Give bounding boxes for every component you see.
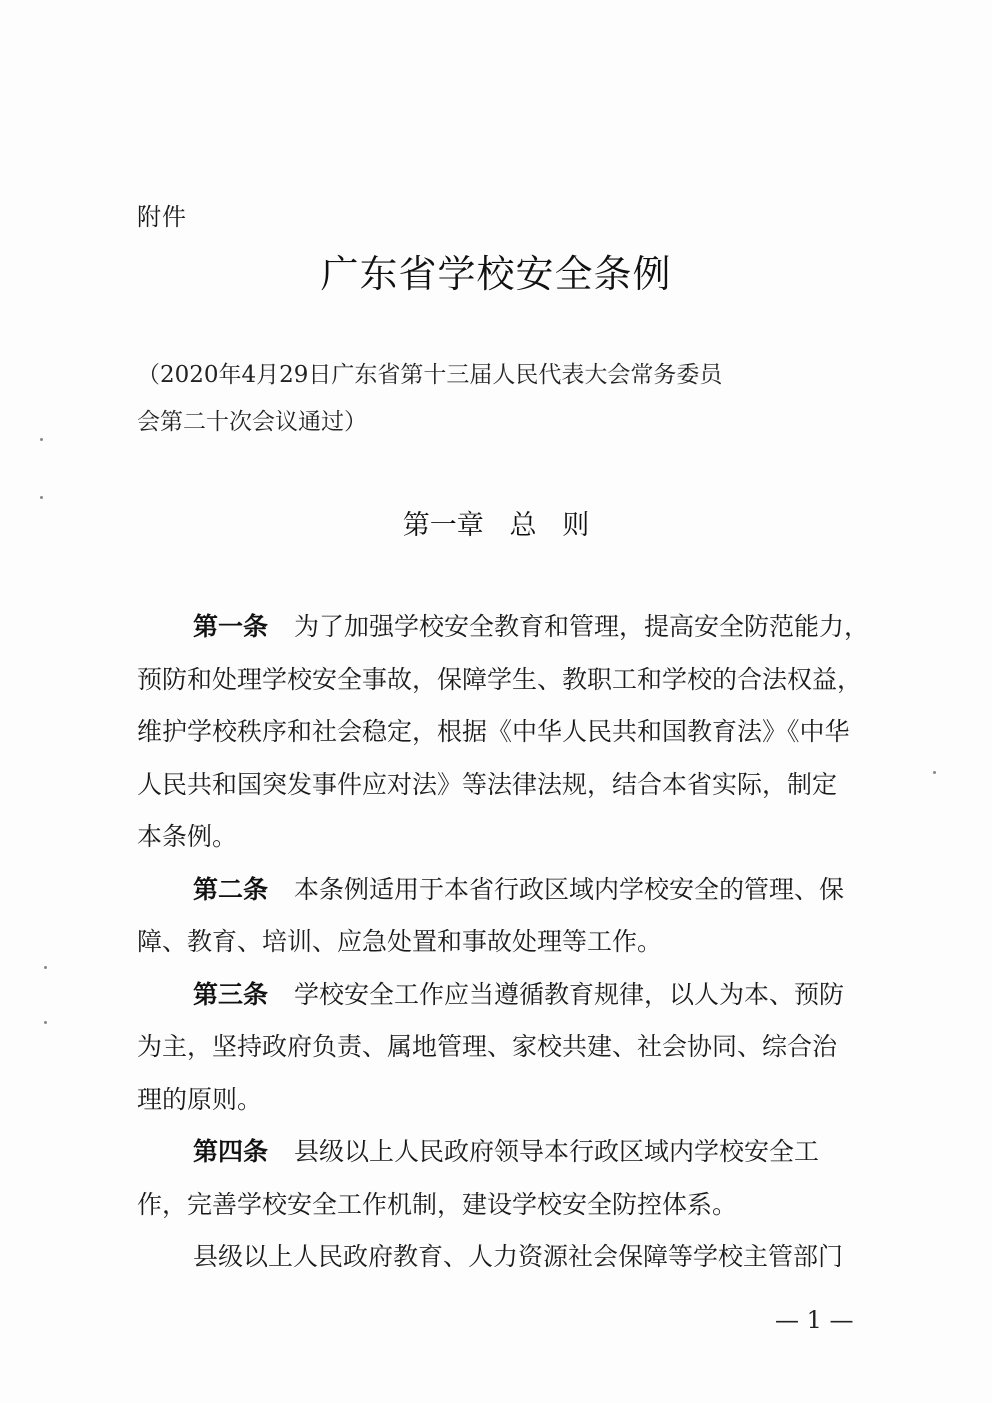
article-text: 学校安全工作应当遵循教育规律，以人为本、预防 [294,979,845,1009]
attachment-label: 附件 [137,203,187,231]
article-1-line [137,601,882,654]
scan-speck [933,771,936,774]
article-4-label: 第四条 [193,1137,269,1166]
article-2-line: 障、教育、培训、应急处置和事故处理等工作。 [137,927,663,956]
document-title: 广东省学校安全条例 [320,252,672,296]
article-1-line: 本条例。 [137,822,238,851]
article-4-line [137,1126,882,1179]
article-2-label: 第二条 [193,874,269,904]
article-1-line: 维护学校秩序和社会稳定，根据《中华人民共和国教育法》《中华 [137,717,850,746]
document-body [137,601,882,1284]
article-3-line: 理的原则。 [137,1084,263,1114]
article-2-line [137,864,882,917]
article-4-line: 作，完善学校安全工作机制，建设学校安全防控体系。 [137,1189,738,1219]
scan-speck [40,496,43,499]
chapter-heading: 第一章 总 则 [402,510,590,541]
scan-speck [40,438,43,441]
article-1-label: 第一条 [193,612,269,641]
article-3-line: 为主，坚持政府负责、属地管理、家校共建、社会协同、综合治 [137,1032,838,1061]
article-4-line: 县级以上人民政府教育、人力资源社会保障等学校主管部门 [193,1242,844,1271]
article-3-line [137,969,882,1022]
article-3-label: 第三条 [193,979,269,1009]
article-text: 为了加强学校安全教育和管理，提高安全防范能力， [294,612,870,641]
page-number: — 1 — [775,1306,854,1334]
article-1-line: 人民共和国突发事件应对法》等法律法规，结合本省实际，制定 [137,769,838,799]
scan-speck [44,966,47,969]
adoption-note-line: （2020年4月29日广东省第十三届人民代表大会常务委员 [137,362,723,388]
article-text: 本条例适用于本省行政区域内学校安全的管理、保 [294,874,845,904]
adoption-note [137,352,877,446]
adoption-note-line: 会第二十次会议通过） [137,409,367,435]
article-text: 县级以上人民政府领导本行政区域内学校安全工 [294,1137,820,1166]
scan-speck [44,1021,47,1024]
article-1-line: 预防和处理学校安全事故，保障学生、教职工和学校的合法权益， [137,664,863,694]
